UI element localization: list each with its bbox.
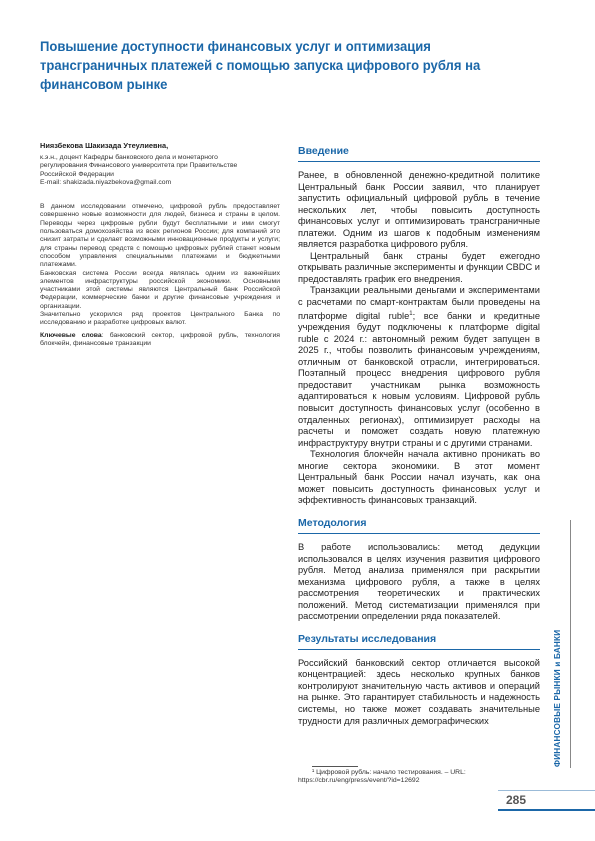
page-number: 285 [506,793,527,807]
author-email: E-mail: shakizada.niyazbekova@gmail.com [40,178,172,186]
footnote: ¹ Цифровой рубль: начало тестирования. – URL: https://cbr.ru/eng/press/event/?id=12692 [298,769,466,785]
page-number-top-rule [498,790,595,791]
author-name: Ниязбекова Шакизада Утеулиевна, [40,141,169,150]
section-results [298,633,540,727]
paragraph [298,285,540,449]
footnote-ref[interactable]: 1 [409,310,413,317]
section-introduction [298,145,540,507]
right-column [298,145,540,737]
paragraph-text: Транзакции реальными деньгами и экспериментами с расчетами по смарт-контрактам были проведены на платформе digital ruble [298,285,540,321]
page-number-bottom-rule [498,809,595,811]
section-heading: Методология [298,517,540,534]
paragraph-text: ; все банки и кредитные учреждения будут подключены к платформе digital ruble с 2024 г.: автономный режим будет запущен в 2025 г., чтобы позволить финансовым учреждениям, отличным от банковской отрасли, интегрироваться. Поэтапный процесс внедрения цифрового рубля предоставит участникам рынка возможность адаптироваться к новым условиям. Цифровой рубль повысит доступность финансовых услуг (особенно в отдаленных регионах), оптимизирует расходы на расчеты и поможет создать новую платежную инфраструктуру внутри страны и с другими странами. [298,310,540,448]
abstract-paragraph: Банковская система России всегда являлась одним из важнейших элементов инфраструктуры российской экономики. Основными участниками этой системы являются Центральный банк Российской Федерации, коммерческие банки и другие финансовые учреждения и организации. [40,269,280,310]
author-line: регулирования Финансового университета при Правительстве [40,162,238,170]
paragraph: Российский банковский сектор отличается высокой концентрацией: здесь несколько крупных банков контролируют значительную часть активов и операций на рынке. Это гарантирует стабильность и надежность системы, но также может создавать значительные трудности для различных демографических [298,657,540,726]
section-methodology [298,517,540,623]
paragraph: Технология блокчейн начала активно проникать во многие сектора экономики. В этот момент Центральный банк России начал изучать, как она может повысить доступность финансовых услуг и эффективность финансовых транзакций. [298,449,540,506]
abstract-paragraph: В данном исследовании отмечено, цифровой рубль предоставляет совершенно новые возможности для людей, бизнеса и страны в целом. Переводы через цифровые рубли будут бесплатными и ими смогут пользоваться домохозяйства из всех регионов России; для компаний это снизит затраты и сделает возможными инновационные продукты и услуги; для страны перевод средств с помощью цифровых рублей станет новым способом управления специальными платежами и бюджетными платежами. [40,203,280,269]
footnote-divider [312,766,358,767]
sidebar-divider [570,520,571,768]
keywords [40,332,280,349]
abstract-paragraph: Значительно ускорился ряд проектов Центрального Банка по исследованию и разработке цифровых валют. [40,311,280,327]
abstract [40,203,280,327]
paragraph: Центральный банк страны будет ежегодно открывать различные эксперименты и функции CBDC и предоставлять график его внедрения. [298,250,540,284]
section-heading: Результаты исследования [298,633,540,650]
section-heading: Введение [298,145,540,162]
keywords-label: Ключевые слова [40,331,102,339]
author-affiliation [40,154,280,187]
author-line: Российской Федерации [40,170,114,178]
keywords-text: : банковский сектор, цифровой рубль, технология блокчейн, финансовые транзакции [40,331,280,347]
journal-section-label: ФИНАНСОВЫЕ РЫНКИ и БАНКИ [553,629,562,767]
article-title: Повышение доступности финансовых услуг и оптимизация трансграничных платежей с помощью запуска цифрового рубля на финансовом рынке [40,39,481,93]
author-line: к.э.н., доцент Кафедры банковского дела и монетарного [40,154,218,161]
left-column [40,141,280,348]
paragraph: Ранее, в обновленной денежно-кредитной политике Центральный банк России заявил, что планирует запустить официальный цифровой рубль в течение нескольких лет, чтобы повысить доступность финансовых услуг и оптимизировать трансграничные платежи. Одним из шагов к подобным изменениям является разработка цифрового рубля. [298,170,540,250]
paragraph: В работе использовались: метод дедукции использовался в целях изучения развития цифрового рубля. Метод анализа применялся при раскрытии механизма цифрового рубля, а также в целях рассмотрения теоретических и практических положений. Метод систематизации применялся при рассмотрении определении ряда показателей. [298,541,540,622]
